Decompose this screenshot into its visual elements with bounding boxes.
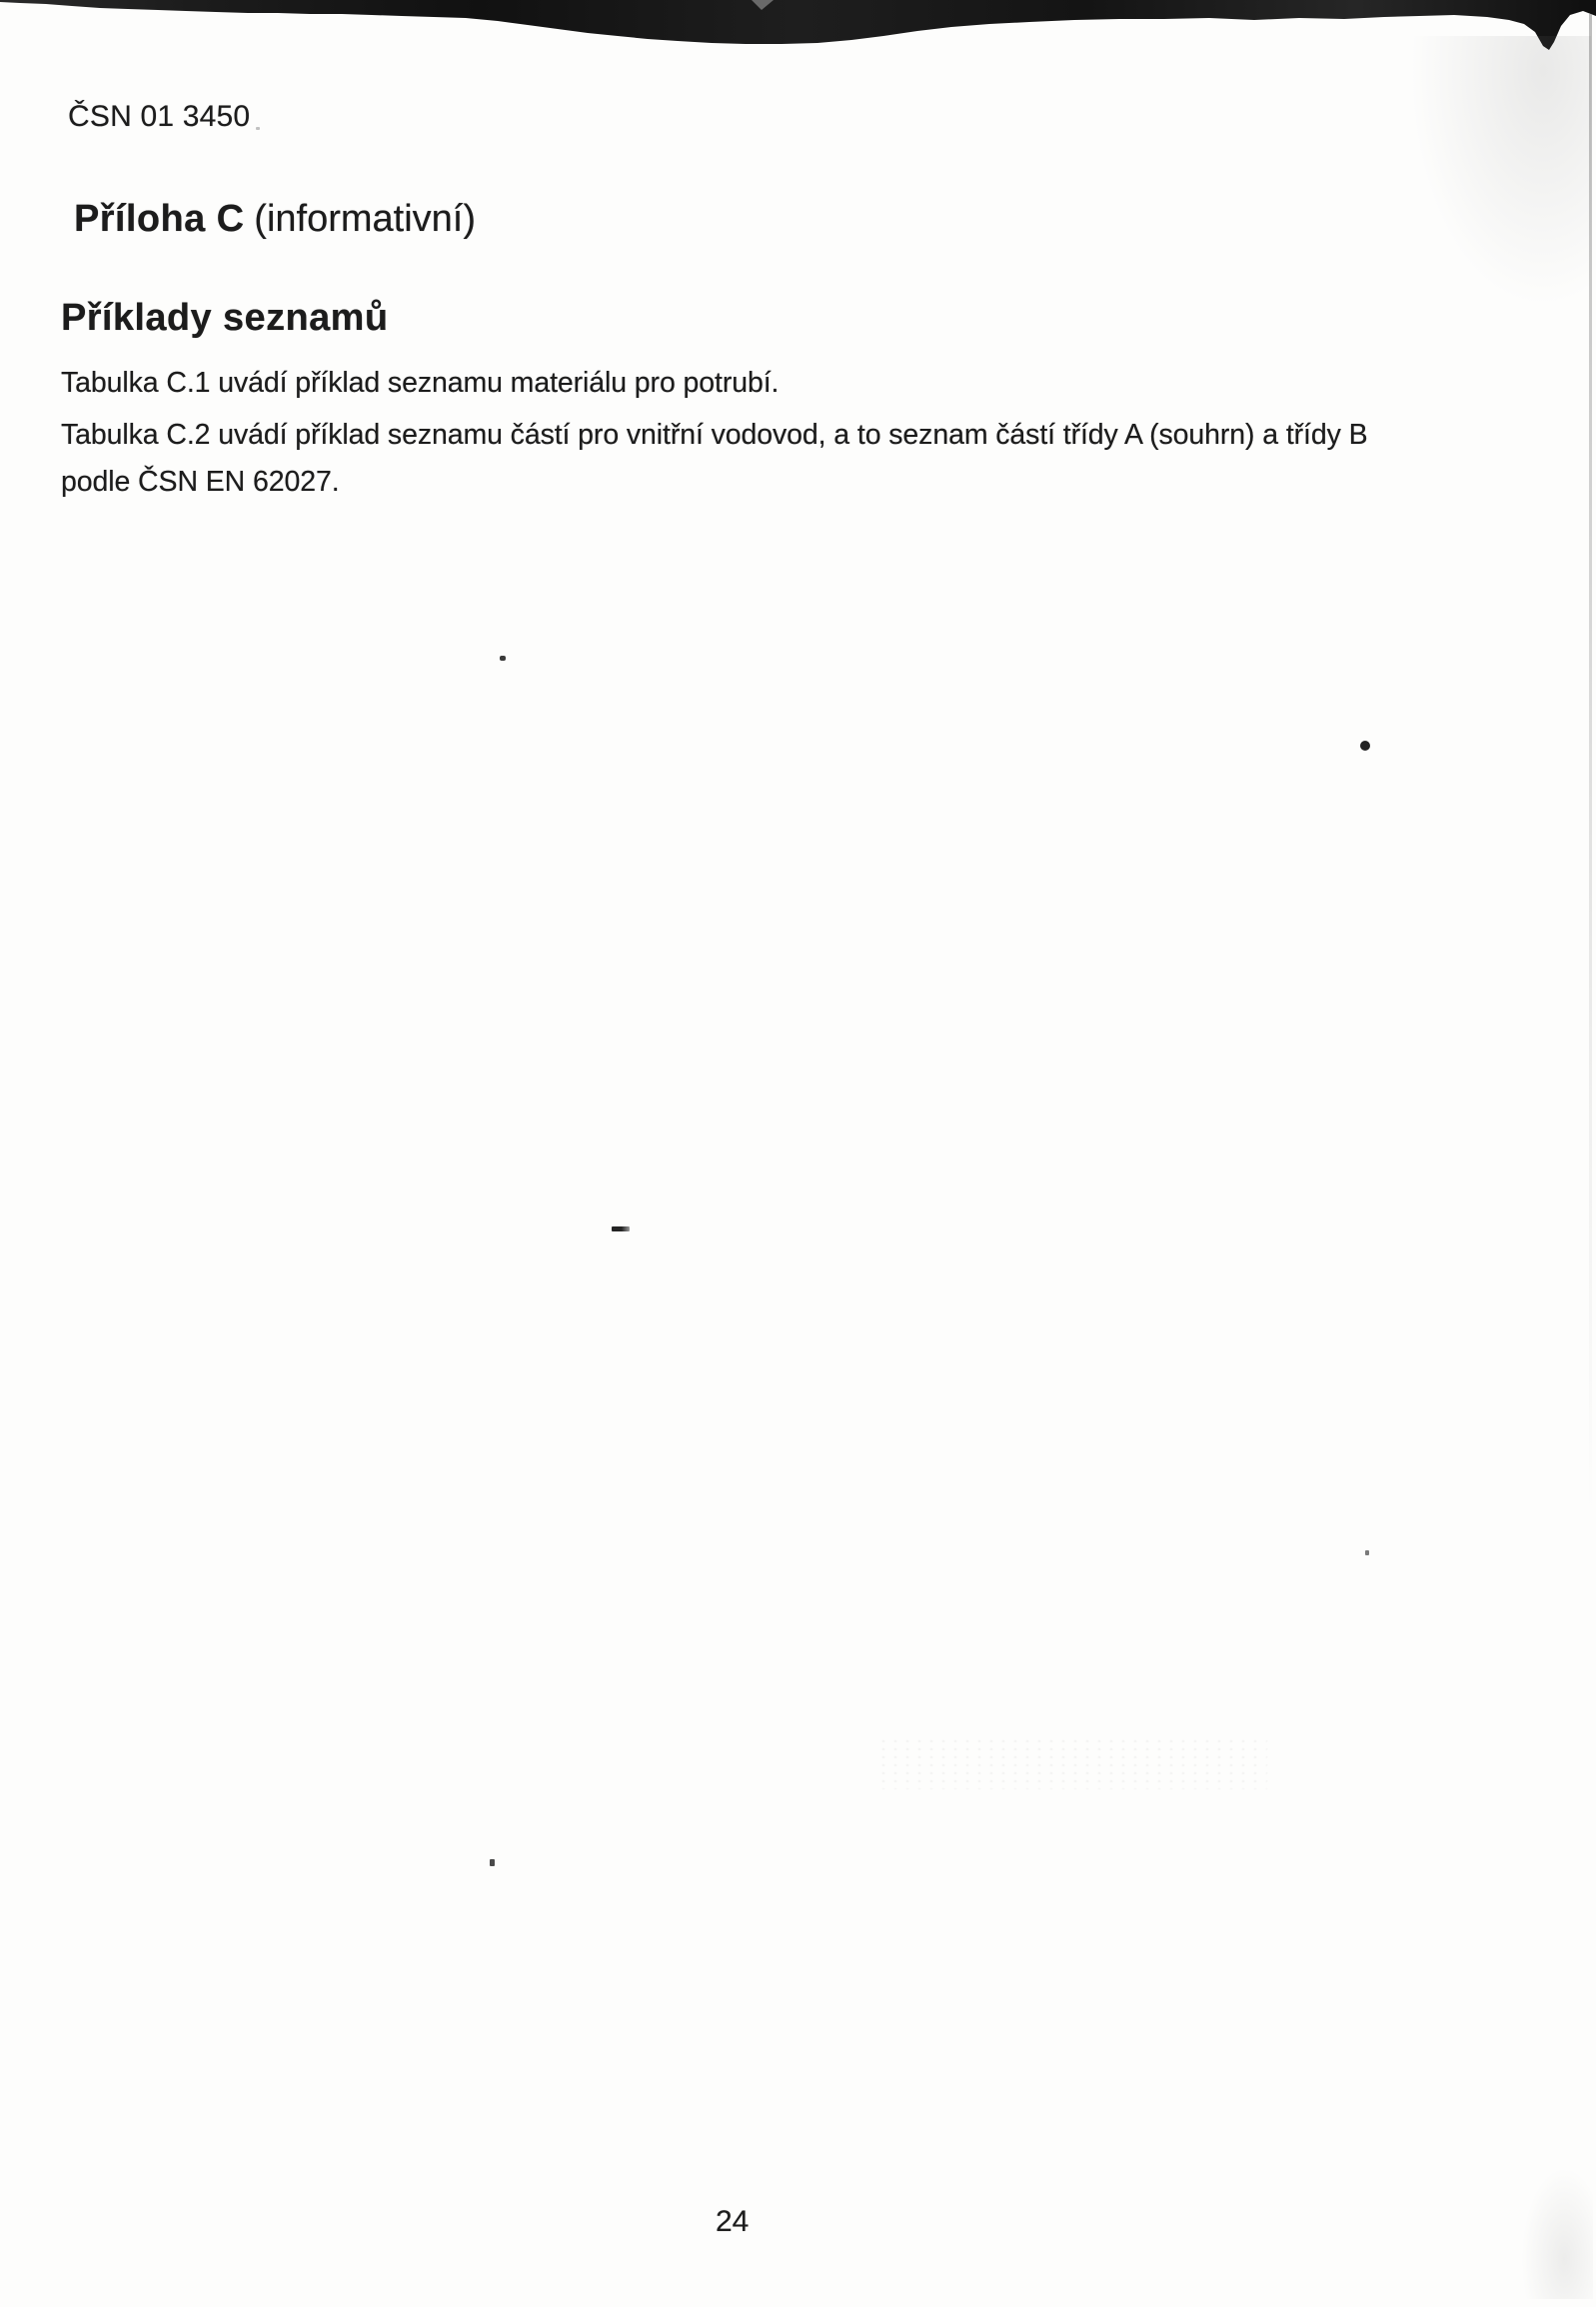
paragraph [61, 360, 779, 407]
scan-speck [612, 1226, 630, 1231]
scan-speck [1365, 1550, 1369, 1555]
scan-noise-top-right [1399, 36, 1591, 326]
scan-speck [500, 656, 506, 661]
paragraph-line: podle ČSN EN 62027. [61, 466, 340, 498]
standard-reference: ČSN 01 3450 [68, 100, 251, 133]
scan-noise-bottom-right [1521, 2167, 1593, 2299]
paragraph-line: Tabulka C.1 uvádí příklad seznamu materiálu pro potrubí. [61, 367, 780, 399]
section-heading: Příklady seznamů [61, 297, 389, 339]
annex-heading [74, 198, 476, 241]
scan-speck [256, 127, 260, 130]
paragraph [61, 412, 1367, 506]
scan-speck [490, 1859, 495, 1866]
scan-ghost-smudge [877, 1737, 1267, 1789]
scan-speck [1360, 741, 1370, 751]
annex-heading-title: Příloha C [74, 198, 245, 240]
scan-artifact-band [0, 0, 1596, 60]
paragraph-line: Tabulka C.2 uvádí příklad seznamu částí pro vnitřní vodovod, a to seznam částí třídy A (souhrn) a třídy B [61, 419, 1368, 451]
page-number: 24 [716, 2205, 750, 2238]
annex-heading-qualifier: (informativní) [254, 198, 477, 240]
